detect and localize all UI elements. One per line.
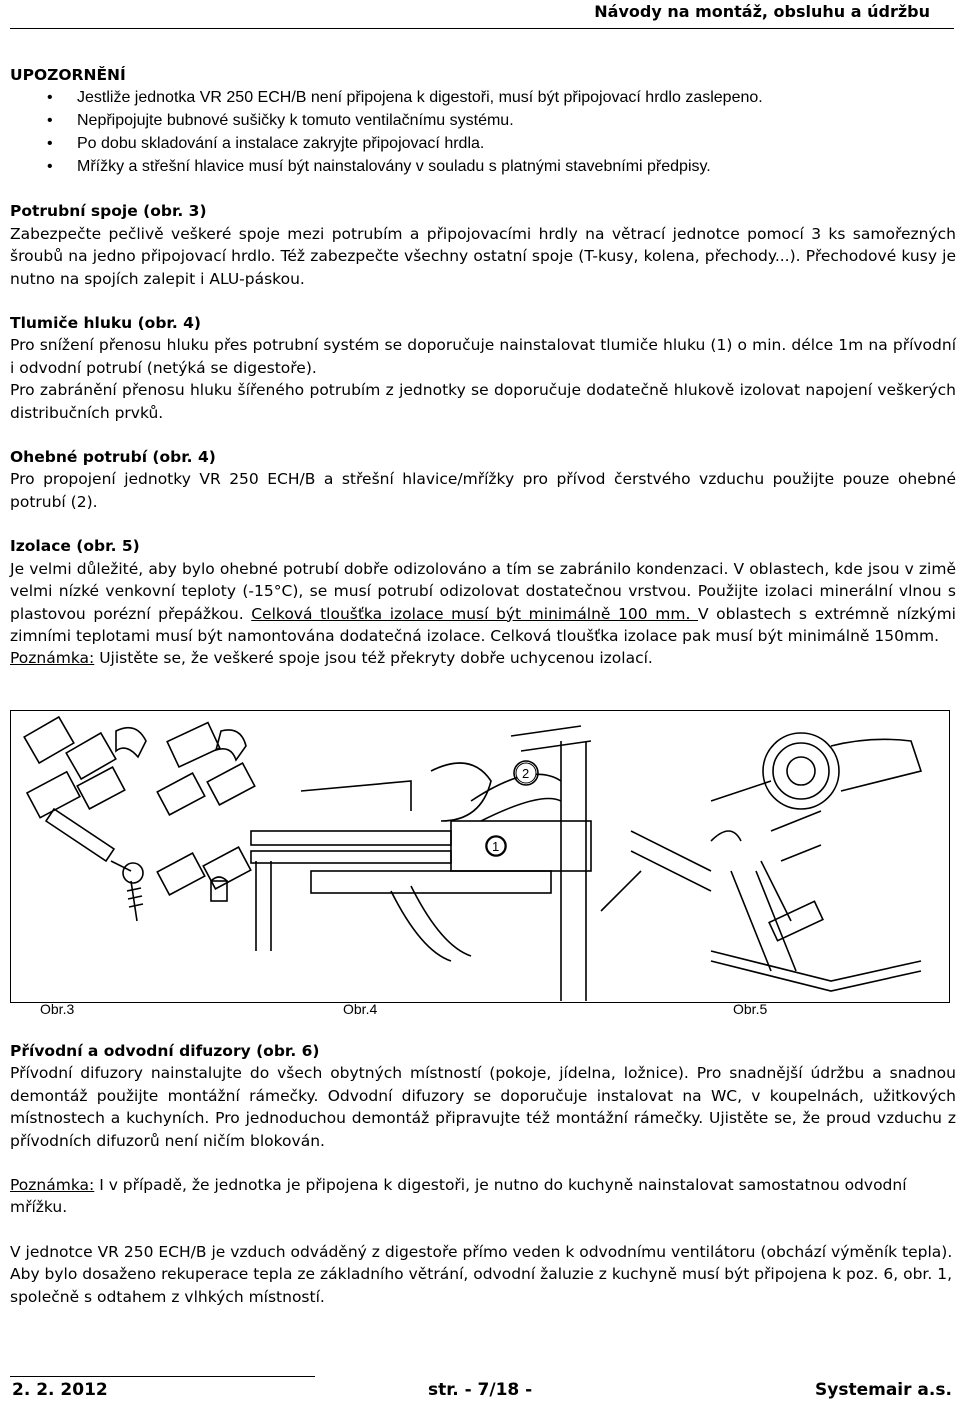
list-item: • Nepřipojujte bubnové sušičky k tomuto ventilačnímu systému.	[10, 109, 956, 132]
section-title-tlumice: Tlumiče hluku (obr. 4)	[10, 314, 202, 333]
section-title-potrubni: Potrubní spoje (obr. 3)	[10, 202, 207, 221]
section-text-difuzory: Přívodní difuzory nainstalujte do všech obytných místností (pokoje, jídelna, ložnice). Pro snadnější údržbu a snadnou demontáž použijte montážní rámečky. Odvodní difuzory se doporučuje instalovat na WC, v koupelnách, užitkových místnostech a kuchyních. Pro jednoduchou demontáž připravujte též montážní rámečky. Ujistěte se, že proud vzduchu z přívodních difuzorů není ničím blokován.	[10, 1064, 956, 1150]
footer-page-number: str. - 7/18 -	[428, 1380, 533, 1400]
footer-company: Systemair a.s.	[815, 1380, 952, 1400]
izolace-text-b: V oblastech s extrémně nízkými zimními teplotami musí být namontována dodatečná izolace. Celková tloušťka izolace pak musí být minimálně 150mm.	[10, 604, 956, 645]
section-text-tlumice-2: Pro zabránění přenosu hluku šířeného potrubím z jednotky se doporučuje dodatečně hlukově izolovat napojení veškerých distribučních prvků.	[10, 381, 956, 422]
figure-label-1: 1	[492, 839, 500, 854]
installation-drawings	[11, 711, 948, 1001]
difuzory-note	[10, 1174, 956, 1219]
figure-caption-4: Obr.4	[343, 1001, 378, 1017]
izolace-note	[10, 647, 956, 669]
section-text-izolace	[10, 558, 956, 648]
section-text-tlumice-1: Pro snížení přenosu hluku přes potrubní systém se doporučuje nainstalovat tlumiče hluku (1) o min. délce 1m na přívodní i odvodní potrubí (netýká se digestoře).	[10, 336, 956, 377]
figure-label-2: 2	[522, 766, 530, 781]
izolace-text-underlined: Celková tloušťka izolace musí být minimálně 100 mm.	[251, 604, 698, 623]
insulation-drawing	[711, 733, 921, 991]
izolace-text-a: Je velmi důležité, aby bylo ohebné potrubí dobře odizolováno a tím se zabránilo kondenzaci. V oblastech, kde jsou v zimě velmi nízké venkovní teploty (-15°C), se musí potrubí odizolovat dostatečnou vrstvou. Použijte izolaci minerální vlnou s plastovou porézní přepážkou.	[10, 559, 956, 623]
section-text-ohebne: Pro propojení jednotky VR 250 ECH/B a střešní hlavice/mřížky pro přívod čerstvého vzduchu použijte pouze ohebné potrubí (2).	[10, 470, 956, 511]
warning-title: UPOZORNĚNÍ	[10, 66, 126, 84]
figure-caption-5: Obr.5	[733, 1001, 768, 1017]
header-divider	[10, 28, 954, 29]
page-header-title: Návody na montáž, obsluhu a údržbu	[594, 2, 930, 21]
warning-list	[10, 86, 956, 178]
list-item: • Jestliže jednotka VR 250 ECH/B není připojena k digestoři, musí být připojovací hrdlo zaslepeno.	[10, 86, 956, 109]
section-text-difuzory-2: V jednotce VR 250 ECH/B je vzduch odváděný z digestoře přímo veden k odvodnímu ventilátoru (obchází výměník tepla). Aby bylo dosaženo rekuperace tepla ze základního větrání, odvodní žaluzie z kuchyně musí být připojena k poz. 6, obr. 1, společně s odtahem z vlhkých místností.	[10, 1242, 953, 1306]
figure-caption-3: Obr.3	[40, 1001, 75, 1017]
note-label: Poznámka:	[10, 1176, 95, 1195]
content-difuzory	[10, 1040, 956, 1308]
list-item: • Po dobu skladování a instalace zakryjte připojovací hrdla.	[10, 132, 956, 155]
footer-divider	[10, 1376, 315, 1377]
note-text: Ujistěte se, že veškeré spoje jsou též překryty dobře uchycenou izolací.	[94, 649, 653, 668]
pipe-joint-drawing	[24, 717, 255, 921]
main-content	[10, 64, 956, 670]
note-label: Poznámka:	[10, 649, 95, 668]
footer-date: 2. 2. 2012	[12, 1380, 108, 1400]
section-title-izolace: Izolace (obr. 5)	[10, 537, 140, 556]
installation-figure	[10, 710, 950, 1003]
list-item: • Mřížky a střešní hlavice musí být nainstalovány v souladu s platnými stavebními předpisy.	[10, 155, 956, 178]
duct-system-drawing	[251, 726, 711, 1001]
note-text: I v případě, že jednotka je připojena k digestoři, je nutno do kuchyně nainstalovat samostatnou odvodní mřížku.	[10, 1176, 907, 1217]
section-text-potrubni: Zabezpečte pečlivě veškeré spoje mezi potrubím a připojovacími hrdly na větrací jednotce pomocí 3 ks samořezných šroubů na jedno připojovací hrdlo. Též zabezpečte všechny ostatní spoje (T-kusy, kolena, přechody...). Přechodové kusy je nutno na spojích zalepit i ALU-páskou.	[10, 224, 956, 288]
section-title-ohebne: Ohebné potrubí (obr. 4)	[10, 448, 216, 467]
section-title-difuzory: Přívodní a odvodní difuzory (obr. 6)	[10, 1042, 320, 1060]
